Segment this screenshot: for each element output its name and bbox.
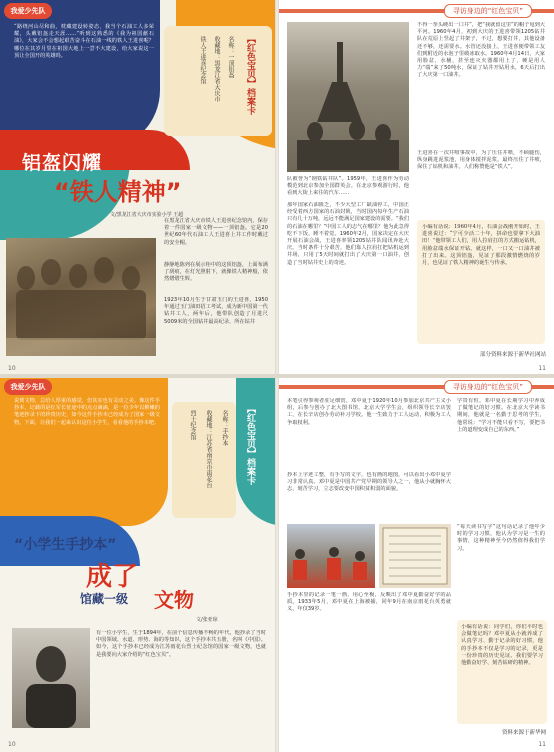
archive-card-museum: 烈士纪念馆 [189,410,196,440]
archive-card-collection: 收藏地：江苏省南京市雨花台 [205,410,212,488]
byline: 文/张亚琼 [196,617,218,623]
portrait-image [12,628,90,728]
series-title: 寻访身边的“红色宝贝” [444,380,532,394]
intro-quote: 说到文物，总给人厚重的感觉，但其实也有灵动之美。像这件手抄本，记载的是红军长征途中的点点滴滴，是一位少年以稚嫩的笔迹抄录下的珍贵历史，如今这件手抄本已经成为了国家一级文物。下面，让我们一起来认识这位小学生，看看他的手抄本吧。 [14,398,160,426]
page-number: 10 [8,741,16,748]
column-1-body: 本笔引得参观者驻足细赏。邓中夏于1920年10月参加北京共产主义小组，后参与创办了北大图书馆、北京大学学生会，组织领导长辛店罢工，在长辛店创办劳动补习学校。他一生致力于工人运动，积极为工人争取权利。 [287,398,451,426]
column-logo: 我爱少先队 [4,379,52,395]
byline: 文/黑龙江省大庆市实验小学 王超 [110,212,184,218]
archive-card-title: 【红色宝贝】档案卡 [245,34,255,115]
headline-line-1: 铝盔闪耀 [22,152,103,174]
editor-note-text: 小编有话说：同学们，你们平时也会做笔记吗？邓中夏从小就养成了认真学习、勤于记录的好习惯，他的手抄本不仅是学习的记录，更是一份珍贵的历史见证。我们要学习他勤奋好学、刻苦钻研的精神。 [461,624,543,667]
headline-line-2: 成了 [86,562,139,592]
handwritten-notebook-image [379,524,451,588]
headline-line-4: 文物 [154,588,194,612]
column-2-story: 王进喜在一次井喷事故中，为了压住井喷，不顾腿伤，纵身跳进泥浆池，用身体搅拌泥浆，最终压住了井喷，保住了钻机和油井。人们称赞他是“铁人”。 [417,150,545,171]
page-number: 10 [8,365,16,372]
archive-card-name: 名称：手抄本 [221,410,228,446]
crowd-image [287,524,375,588]
oil-workers-image [287,22,409,172]
column-2-body: 不得一拳头硬出一口井”，把“我就留这里”的帽子甩到大平河。1960年4月，初到大庆的王进喜带领1205钻井队在荒原上竖起了井架子，不过，想要打井，其他设备还不够，还需要水。水管还没接上，王进喜便带领工友们到附近的水泡子里破冰取水。1960年4月14日，大家用脸盆、水桶，甚至连灭火器都用上了，硬是用人力“端”来了50吨水，保证了钻井开钻用水，6天后打出了大庆第一口油井。 [417,22,545,79]
column-logo: 我爱少先队 [4,3,52,19]
body-paragraph: 有一位小学生，生于1894年，在前个信息传播不畅的年代，他抄录了当时中国领域、水道、形势、海的等知识，这个手抄本共五册，名叫《中国》。如今，这个手抄本已经成为江苏雨花台烈士纪念馆的国家一级文物，也就是我要向大家介绍的“红色宝贝”。 [96,630,266,658]
column-2-body-2: “每天读书写字”这句话记录了他年少时的学习习惯，他认为学习是一生的事情，这种精神至今仍然值得我们学习。 [457,524,545,552]
page-bottom-right [277,376,554,752]
series-title: 寻访身边的“红色宝贝” [444,4,532,18]
page-bottom-left [0,376,277,752]
headline-line-2: “铁人精神” [54,178,182,206]
source-note: 部分资料来源于新华社网站 [479,352,546,358]
column-bottom-body: 手抄本里的记录一笔一画，用心至极，反映出了邓中夏勤奋好学的品质。1933年5月，邓中夏在上海被捕，同年9月在南京雨花台英勇就义，年仅39岁。 [287,592,451,613]
page-number: 11 [538,365,546,372]
editor-note-text: 小编有话说：1960年4月，石油会战刚开始时，王进喜说过：“宁可少活二十年，拼命也要拿下大油田！”他带领工人们，用人拉肩扛的方式搬运钻机，用脸盆端水保证开钻。就这样，一口又一口油井被打了出来。这顶铝盔，见证了那段激情燃烧的岁月，也见证了铁人精神的诞生与传承。 [422,224,540,267]
archive-card-name: 名称：一顶铝盔 [227,36,234,78]
archive-card-title: 【红色宝贝】档案卡 [245,404,255,485]
archive-card-museum: 铁人王进喜纪念馆 [199,36,206,84]
page-top-right [277,0,554,376]
body-paragraph-3: 1923年10月生于甘肃玉门的王进喜，1950年通过玉门油田招工考试，成为新中国第一代钻井工人，两年后，他带队创造了月进尺5009米的全国钻井最高纪录，所在钻井 [164,297,268,325]
headline-line-1: “小学生手抄本” [14,537,117,553]
column-2-body: 学贵有恒。邓中夏在长期学习中养成了做笔记的好习惯。在北京大学读书期间，他就是一名勤于思考的学生，他常说：“学习不能只看不写，要把书上的道理变成自己的东西。” [457,398,545,433]
page-top-left [0,0,277,376]
relief-sculpture-photo [6,238,156,356]
body-paragraph-1: 在黑龙江省大庆市铁人王进喜纪念馆内，保存着一件国家一级文物——一顶铝盔。它是20世纪60年代石油工人王进喜上井工作时戴过的安全帽。 [164,218,268,246]
spread-divider [0,374,554,378]
source-note: 资料来源于新华网 [501,730,546,736]
oilfield-historic-photo [287,22,409,172]
intro-quote: “路绕河山尽和曲，枕藏建设转姿态，我当个石油工人多荣耀，头戴铝盔走天涯……”听到这熟悉的《我为祖国献石油》，大家会不会想起艰苦奋斗在石油一线的铁人王进喜呢？哪位在其岁月里在祖国大地上一尝不大建设，给大家说这一顶让全国开的英雄吗。 [14,24,154,59]
archive-card-collection: 收藏地：黑龙江省大庆市 [213,36,220,102]
portrait-photo [12,628,90,728]
column-1-caption: 队被誉为“钢铁钻井队”。1959年，王进喜作为劳动模范到北京参加全国群英会。在北京参观游行时，他看到大街上来往的汽车…… [287,176,409,197]
page-number: 11 [538,741,546,748]
notebook-photo [379,524,451,588]
crowd-photo [287,524,375,588]
column-1-body: 那年国家石油匮乏，不少大型工厂缺油停工，中国正经受着西方国家的石油封锁，当时国内每年生产石油只有几十万吨，远远不能满足国家建设的需要。“我们的石油在哪里？”中国工人的志气在哪里？他为此急得吃不下饭，睡不着觉。1960年2月，国家决定在大庆开展石油会战，王进喜率领1205钻井队闻讯奔赴大庆。当时条件十分艰苦，他们靠人拉肩扛把钻机运到井场，只用了5天时间就打出了大庆第一口油井，创造了当时钻井史上的奇迹。 [287,202,409,266]
column-1-body-2: 抄本上字迹工整，有手写的文字，也有画的地图，可以看出小邓中夏学习非常认真。邓中夏是中国共产党早期的领导人之一，他从小就胸怀大志，刻苦学习，立志要改变中国积贫积弱的面貌。 [287,472,451,493]
relief-figures-image [6,238,156,356]
body-paragraph-2: 静静地陈列在展示柜中的这顶铝盔，上面布满了刮痕，在灯光照射下，就像铁人精神般，依然熠熠生辉。 [164,262,268,283]
headline-line-3: 馆藏一级 [80,592,129,606]
